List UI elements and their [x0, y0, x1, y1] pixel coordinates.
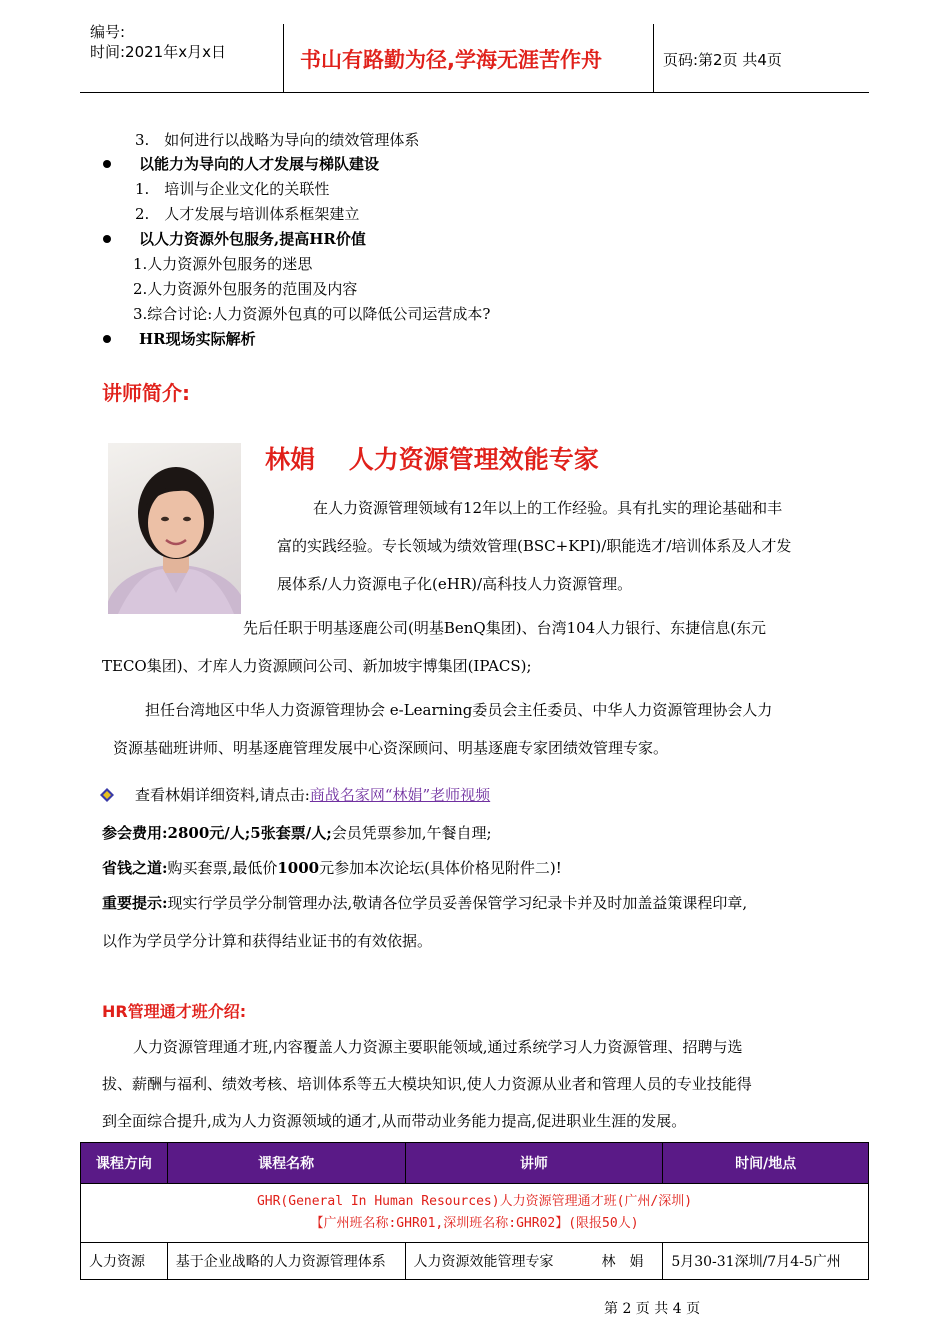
instructor-section-title: 讲师简介:: [102, 381, 190, 405]
outline-item: 1. 培训与企业文化的关联性: [135, 180, 330, 198]
bio-line: 先后任职于明基逐鹿公司(明基BenQ集团)、台湾104人力银行、东捷信息(东元: [243, 619, 767, 637]
table-row: [81, 1184, 869, 1243]
save-price: 1000: [277, 859, 320, 877]
program-banner-line: 【广州班名称:GHR01,深圳班名称:GHR02】(限报50人): [310, 1216, 639, 1231]
notice-label: 重要提示:: [102, 894, 168, 912]
instructor-photo: [108, 443, 241, 614]
program-banner-line: GHR(General In Human Resources)人力资源管理通才班(广州/深圳): [256, 1194, 693, 1209]
fee-label: 参会费用:: [102, 824, 168, 842]
detail-prefix: 查看林娟详细资料,请点击:: [135, 786, 310, 804]
lecturer-name: 林 娟: [601, 1254, 644, 1270]
table-header-cell: 课程名称: [167, 1143, 405, 1184]
bio-line: 在人力资源管理领域有12年以上的工作经验。具有扎实的理论基础和丰: [313, 499, 783, 517]
outline-item: 3. 如何进行以战略为导向的绩效管理体系: [135, 131, 420, 149]
bullet-icon: [103, 335, 111, 343]
outline-bullet-heading: HR现场实际解析: [139, 330, 256, 348]
program-line: 到全面综合提升,成为人力资源领域的通才,从而带动业务能力提高,促进职业生涯的发展。: [102, 1112, 687, 1130]
doc-number-label: 编号:: [90, 23, 126, 41]
lecturer-title: 人力资源效能管理专家: [413, 1254, 554, 1270]
instructor-video-link[interactable]: 商战名家网“林娟”老师视频: [309, 786, 491, 804]
program-banner-cell: [81, 1184, 869, 1243]
notice-line: [102, 893, 747, 913]
bio-line: TECO集团)、才库人力资源顾问公司、新加坡宇博集团(IPACS);: [102, 657, 532, 675]
course-table: [80, 1142, 869, 1280]
program-line: 人力资源管理通才班,内容覆盖人力资源主要职能领域,通过系统学习人力资源管理、招聘与选: [133, 1038, 743, 1056]
bio-line: 资源基础班讲师、明基逐鹿管理发展中心资深顾问、明基逐鹿专家团绩效管理专家。: [113, 739, 669, 757]
bullet-icon: [103, 160, 111, 168]
detail-line: [135, 785, 490, 805]
table-header-row: [81, 1143, 869, 1184]
outline-bullet-heading: 以人力资源外包服务,提高HR价值: [139, 230, 366, 248]
program-line: 拔、薪酬与福利、绩效考核、培训体系等五大模块知识,使人力资源从业者和管理人员的专业技能得: [102, 1075, 752, 1093]
table-header-cell: 课程方向: [81, 1143, 168, 1184]
header-rule: [80, 92, 869, 93]
save-line: [102, 858, 562, 878]
table-header-cell: 讲师: [405, 1143, 663, 1184]
table-cell: 5月30-31深圳/7月4-5广州: [663, 1243, 869, 1280]
header-slogan: 书山有路勤为径,学海无涯苦作舟: [300, 48, 602, 72]
program-section-title: HR管理通才班介绍:: [102, 1002, 247, 1021]
pointer-icon: [100, 787, 114, 801]
table-header-cell: 时间/地点: [663, 1143, 869, 1184]
outline-item: 1.人力资源外包服务的迷思: [133, 255, 313, 273]
table-cell: 人力资源: [81, 1243, 168, 1280]
footer-page-number: 第 2 页 共 4 页: [604, 1301, 701, 1317]
save-pre: 购买套票,最低价: [167, 859, 278, 877]
outline-item: 2.人力资源外包服务的范围及内容: [133, 280, 358, 298]
header-meta: [90, 22, 226, 62]
table-row: [81, 1243, 869, 1280]
outline-item: 3.综合讨论:人力资源外包真的可以降低公司运营成本?: [133, 305, 491, 323]
instructor-name-title: 林娟 人力资源管理效能专家: [265, 445, 599, 474]
save-label: 省钱之道:: [102, 859, 168, 877]
fee-amount: 2800元/人;5张套票/人;: [167, 824, 332, 842]
bio-line: 担任台湾地区中华人力资源管理协会 e-Learning委员会主任委员、中华人力资源管理协会人力: [145, 701, 773, 719]
bio-line: 富的实践经验。专长领域为绩效管理(BSC+KPI)/职能选才/培训体系及人才发: [277, 537, 792, 555]
table-cell: [405, 1243, 663, 1280]
save-post: 元参加本次论坛(具体价格见附件二)!: [319, 859, 562, 877]
header-page-info: 页码:第2页 共4页: [663, 51, 782, 69]
header-divider: [283, 24, 284, 93]
notice-text: 现实行学员学分制管理办法,敬请各位学员妥善保管学习纪录卡并及时加盖益策课程印章,: [167, 894, 748, 912]
fee-rest: 会员凭票参加,午餐自理;: [331, 824, 492, 842]
outline-bullet-heading: 以能力为导向的人才发展与梯队建设: [139, 155, 380, 173]
bio-line: 展体系/人力资源电子化(eHR)/高科技人力资源管理。: [277, 575, 633, 593]
outline-item: 2. 人才发展与培训体系框架建立: [135, 205, 360, 223]
table-cell: 基于企业战略的人力资源管理体系: [167, 1243, 405, 1280]
header-divider: [653, 24, 654, 93]
notice-line: 以作为学员学分计算和获得结业证书的有效依据。: [102, 932, 433, 950]
fee-line: [102, 823, 492, 843]
time-label: 时间:2021年x月x日: [90, 43, 226, 61]
bullet-icon: [103, 235, 111, 243]
